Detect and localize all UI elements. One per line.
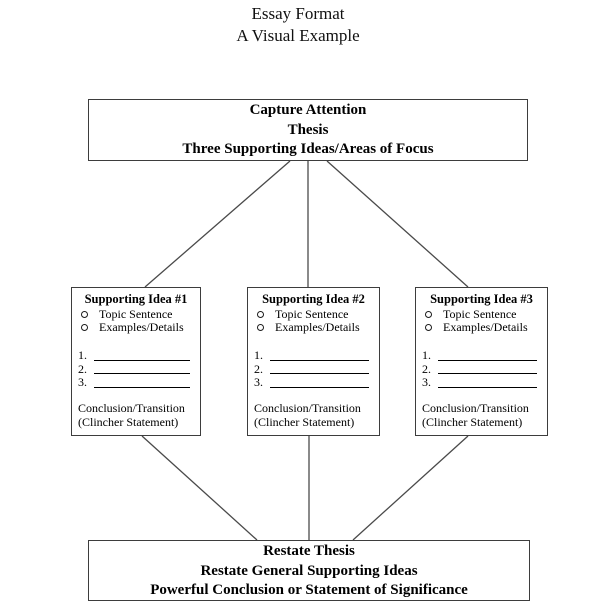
conclusion-transition-label: Conclusion/Transition <box>422 400 529 415</box>
supporting-idea-heading: Supporting Idea #3 <box>430 292 533 306</box>
bullet-item-label: Examples/Details <box>443 320 528 334</box>
conclusion-box-line: Powerful Conclusion or Statement of Significance <box>150 582 468 598</box>
blank-number: 3. <box>422 375 431 389</box>
conclusion-box-line: Restate Thesis <box>263 543 355 559</box>
blank-number: 1. <box>78 348 87 362</box>
numbered-blank-row <box>422 349 541 363</box>
blank-number: 2. <box>78 361 87 376</box>
circle-bullet-icon <box>425 311 432 318</box>
bullet-item-label: Topic Sentence <box>99 307 173 321</box>
connector-line <box>353 436 468 540</box>
numbered-blank-list <box>254 349 373 390</box>
numbered-blank-row <box>78 349 194 363</box>
bullet-item <box>422 321 541 334</box>
blank-line <box>270 350 369 361</box>
restate-thesis-box <box>88 540 530 601</box>
supporting-idea-heading: Supporting Idea #1 <box>84 292 188 306</box>
supporting-idea-box-2 <box>247 287 380 436</box>
bullet-item-label: Topic Sentence <box>275 307 349 321</box>
numbered-blank-row <box>254 376 373 390</box>
blank-number: 2. <box>254 361 263 376</box>
blank-line <box>438 350 537 361</box>
blank-line <box>94 350 190 361</box>
numbered-blank-list <box>422 349 541 390</box>
blank-number: 3. <box>254 375 263 389</box>
numbered-blank-row <box>254 349 373 363</box>
page-title <box>0 3 596 47</box>
bullet-item <box>254 321 373 334</box>
blank-number: 2. <box>422 361 431 376</box>
circle-bullet-icon <box>257 324 264 331</box>
blank-line <box>438 363 537 374</box>
clincher-statement-label: (Clincher Statement) <box>78 415 179 429</box>
connector-line <box>142 436 257 540</box>
blank-number: 1. <box>422 348 431 362</box>
supporting-idea-footer <box>78 401 194 430</box>
blank-line <box>270 377 369 388</box>
conclusion-transition-label: Conclusion/Transition <box>254 400 361 415</box>
conclusion-transition-label: Conclusion/Transition <box>78 400 185 415</box>
circle-bullet-icon <box>81 324 88 331</box>
bullet-item <box>78 321 194 334</box>
conclusion-box-line: Restate General Supporting Ideas <box>200 562 418 579</box>
clincher-statement-label: (Clincher Statement) <box>254 415 355 429</box>
blank-line <box>94 377 190 388</box>
capture-attention-box <box>88 99 528 161</box>
numbered-blank-list <box>78 349 194 390</box>
numbered-blank-row <box>422 363 541 377</box>
connector-line <box>327 161 468 287</box>
page-title-line2: A Visual Example <box>236 26 360 45</box>
blank-number: 3. <box>78 375 87 389</box>
bullet-item-label: Examples/Details <box>275 320 360 334</box>
blank-line <box>438 377 537 388</box>
numbered-blank-row <box>78 376 194 390</box>
supporting-idea-footer <box>254 401 373 430</box>
connector-line <box>145 161 290 287</box>
numbered-blank-row <box>422 376 541 390</box>
supporting-idea-box-1 <box>71 287 201 436</box>
circle-bullet-icon <box>81 311 88 318</box>
blank-line <box>270 363 369 374</box>
blank-number: 1. <box>254 348 263 362</box>
supporting-idea-heading: Supporting Idea #2 <box>262 292 365 306</box>
page-title-line1: Essay Format <box>251 4 345 23</box>
circle-bullet-icon <box>425 324 432 331</box>
numbered-blank-row <box>78 363 194 377</box>
supporting-idea-footer <box>422 401 541 430</box>
blank-line <box>94 363 190 374</box>
clincher-statement-label: (Clincher Statement) <box>422 415 523 429</box>
numbered-blank-row <box>254 363 373 377</box>
supporting-idea-box-3 <box>415 287 548 436</box>
intro-box-line: Three Supporting Ideas/Areas of Focus <box>182 141 434 157</box>
intro-box-line: Capture Attention <box>249 102 367 118</box>
intro-box-line: Thesis <box>287 121 329 138</box>
bullet-item-label: Examples/Details <box>99 320 184 334</box>
circle-bullet-icon <box>257 311 264 318</box>
bullet-item-label: Topic Sentence <box>443 307 517 321</box>
